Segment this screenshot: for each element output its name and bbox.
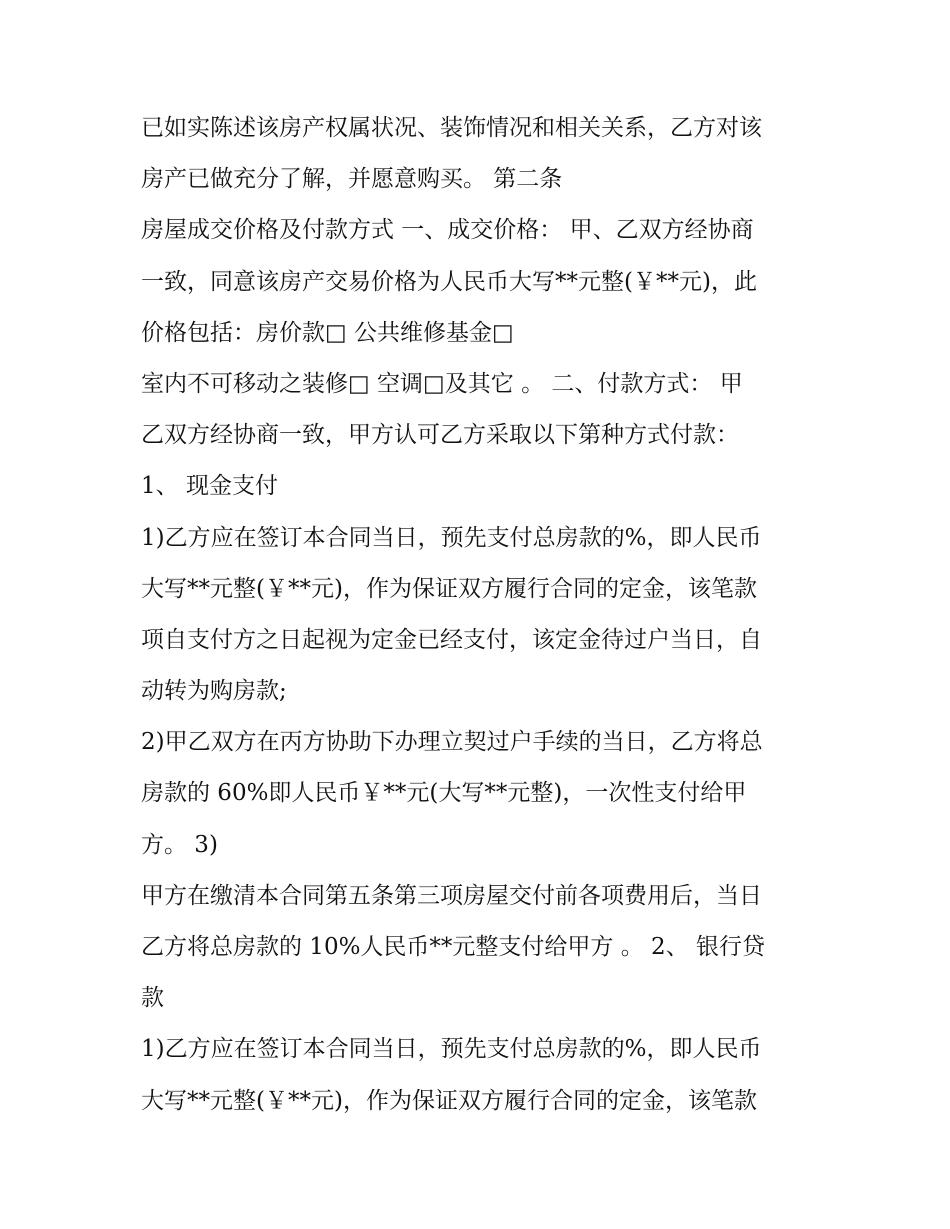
text-line: 一致，同意该房产交易价格为人民币大写**元整(￥**元)，此 [141,268,757,295]
text-line: 价格包括：房价款□ 公共维修基金□ [141,319,514,346]
text-line: 1)乙方应在签订本合同当日，预先支付总房款的%，即人民币 [141,1036,762,1063]
text-line: 房款的 60%即人民币￥**元(大写**元整)，一次性支付给甲 [141,780,747,807]
text-line: 大写**元整(￥**元)，作为保证双方履行合同的定金，该笔款 [141,575,757,602]
text-line: 室内不可移动之装修□ 空调□及其它 。 二、付款方式： 甲 [141,370,743,397]
text-line: 项自支付方之日起视为定金已经支付，该定金待过户当日，自 [141,626,762,653]
text-line: 1、 现金支付 [141,473,278,500]
text-line: 款 [141,985,164,1012]
text-line: 大写**元整(￥**元)，作为保证双方履行合同的定金，该笔款 [141,1087,757,1114]
text-line: 2)甲乙双方在丙方协助下办理立契过户手续的当日，乙方将总 [141,729,763,756]
text-line: 房产已做充分了解，并愿意购买。 第二条 [141,166,563,193]
text-line: 动转为购房款; [141,678,287,705]
text-line: 房屋成交价格及付款方式 一、成交价格： 甲、乙双方经协商 [141,217,754,244]
text-line: 方。 3) [141,831,218,858]
text-line: 1)乙方应在签订本合同当日，预先支付总房款的%，即人民币 [141,524,762,551]
text-line: 乙方将总房款的 10%人民币**元整支付给甲方 。 2、 银行贷 [141,934,765,960]
text-line: 乙双方经协商一致，甲方认可乙方采取以下第种方式付款： [141,422,739,449]
text-line: 甲方在缴清本合同第五条第三项房屋交付前各项费用后，当日 [141,882,762,909]
contract-body-text [141,103,821,1127]
text-line: 已如实陈述该房产权属状况、装饰情况和相关关系，乙方对该 [141,115,762,141]
